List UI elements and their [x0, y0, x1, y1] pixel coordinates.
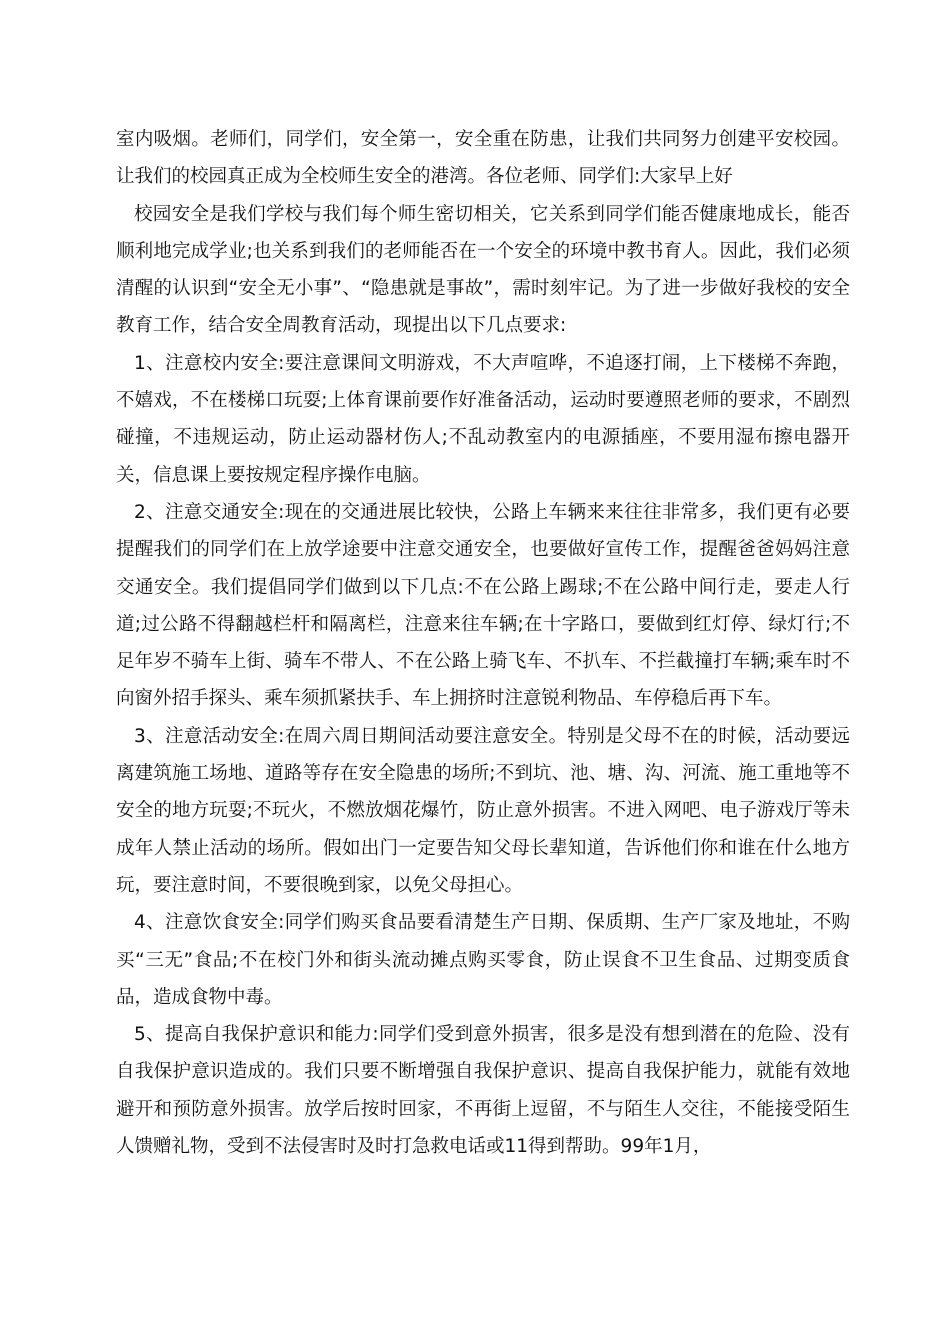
paragraph-item-1: 1、注意校内安全:要注意课间文明游戏，不大声喧哗，不追逐打闹，上下楼梯不奔跑，不嬉戏，不在楼梯口玩耍;上体育课前要作好准备活动，运动时要遵照老师的要求，不剧烈碰撞，不违规运动，防止运动器材伤人;不乱动教室内的电源插座，不要用湿布擦电器开关，信息课上要按规定程序操作电脑。: [116, 352, 850, 486]
paragraph-item-4: 4、注意饮食安全:同学们购买食品要看清楚生产日期、保质期、生产厂家及地址，不购买“三无”食品;不在校门外和街头流动摊点购买零食，防止误食不卫生食品、过期变质食品，造成食物中毒。: [116, 912, 850, 1008]
paragraph-item-2: 2、注意交通安全:现在的交通进展比较快，公路上车辆来来往往非常多，我们更有必要提醒我们的同学们在上放学途要中注意交通安全，也要做好宣传工作，提醒爸爸妈妈注意交通安全。我们提倡同学们做到以下几点:不在公路上踢球;不在公路中间行走，要走人行道;过公路不得翻越栏杆和隔离栏，注意来往车辆;在十字路口，要做到红灯停、绿灯行;不足年岁不骑车上街、骑车不带人、不在公路上骑飞车、不扒车、不拦截撞打车辆;乘车时不向窗外招手探头、乘车须抓紧扶手、车上拥挤时注意锐利物品、车停稳后再下车。: [116, 501, 850, 710]
paragraph-item-5: 5、提高自我保护意识和能力:同学们受到意外损害，很多是没有想到潜在的危险、没有自我保护意识造成的。我们只要不断增强自我保护意识、提高自我保护能力，就能有效地避开和预防意外损害。放学后按时回家，不再街上逗留，不与陌生人交往，不能接受陌生人馈赠礼物，受到不法侵害时及时打急救电话或11得到帮助。99年1月，: [116, 1024, 850, 1158]
paragraph-campus-safety-intro: 校园安全是我们学校与我们每个师生密切相关，它关系到同学们能否健康地成长，能否顺利地完成学业;也关系到我们的老师能否在一个安全的环境中教书育人。因此，我们必须清醒的认识到“安全无小事”、“隐患就是事故”，需时刻牢记。为了进一步做好我校的安全教育工作，结合安全周教育活动，现提出以下几点要求:: [116, 203, 850, 337]
document-body: [116, 121, 850, 1165]
paragraph-item-3: 3、注意活动安全:在周六周日期间活动要注意安全。特别是父母不在的时候，活动要远离建筑施工场地、道路等存在安全隐患的场所;不到坑、池、塘、沟、河流、施工重地等不安全的地方玩耍;不玩火，不燃放烟花爆竹，防止意外损害。不进入网吧、电子游戏厅等未成年人禁止活动的场所。假如出门一定要告知父母长辈知道，告诉他们你和谁在什么地方玩，要注意时间，不要很晚到家，以免父母担心。: [116, 725, 850, 896]
paragraph-continuation: 室内吸烟。老师们，同学们，安全第一，安全重在防患，让我们共同努力创建平安校园。让我们的校园真正成为全校师生安全的港湾。各位老师、同学们:大家早上好: [116, 129, 850, 188]
